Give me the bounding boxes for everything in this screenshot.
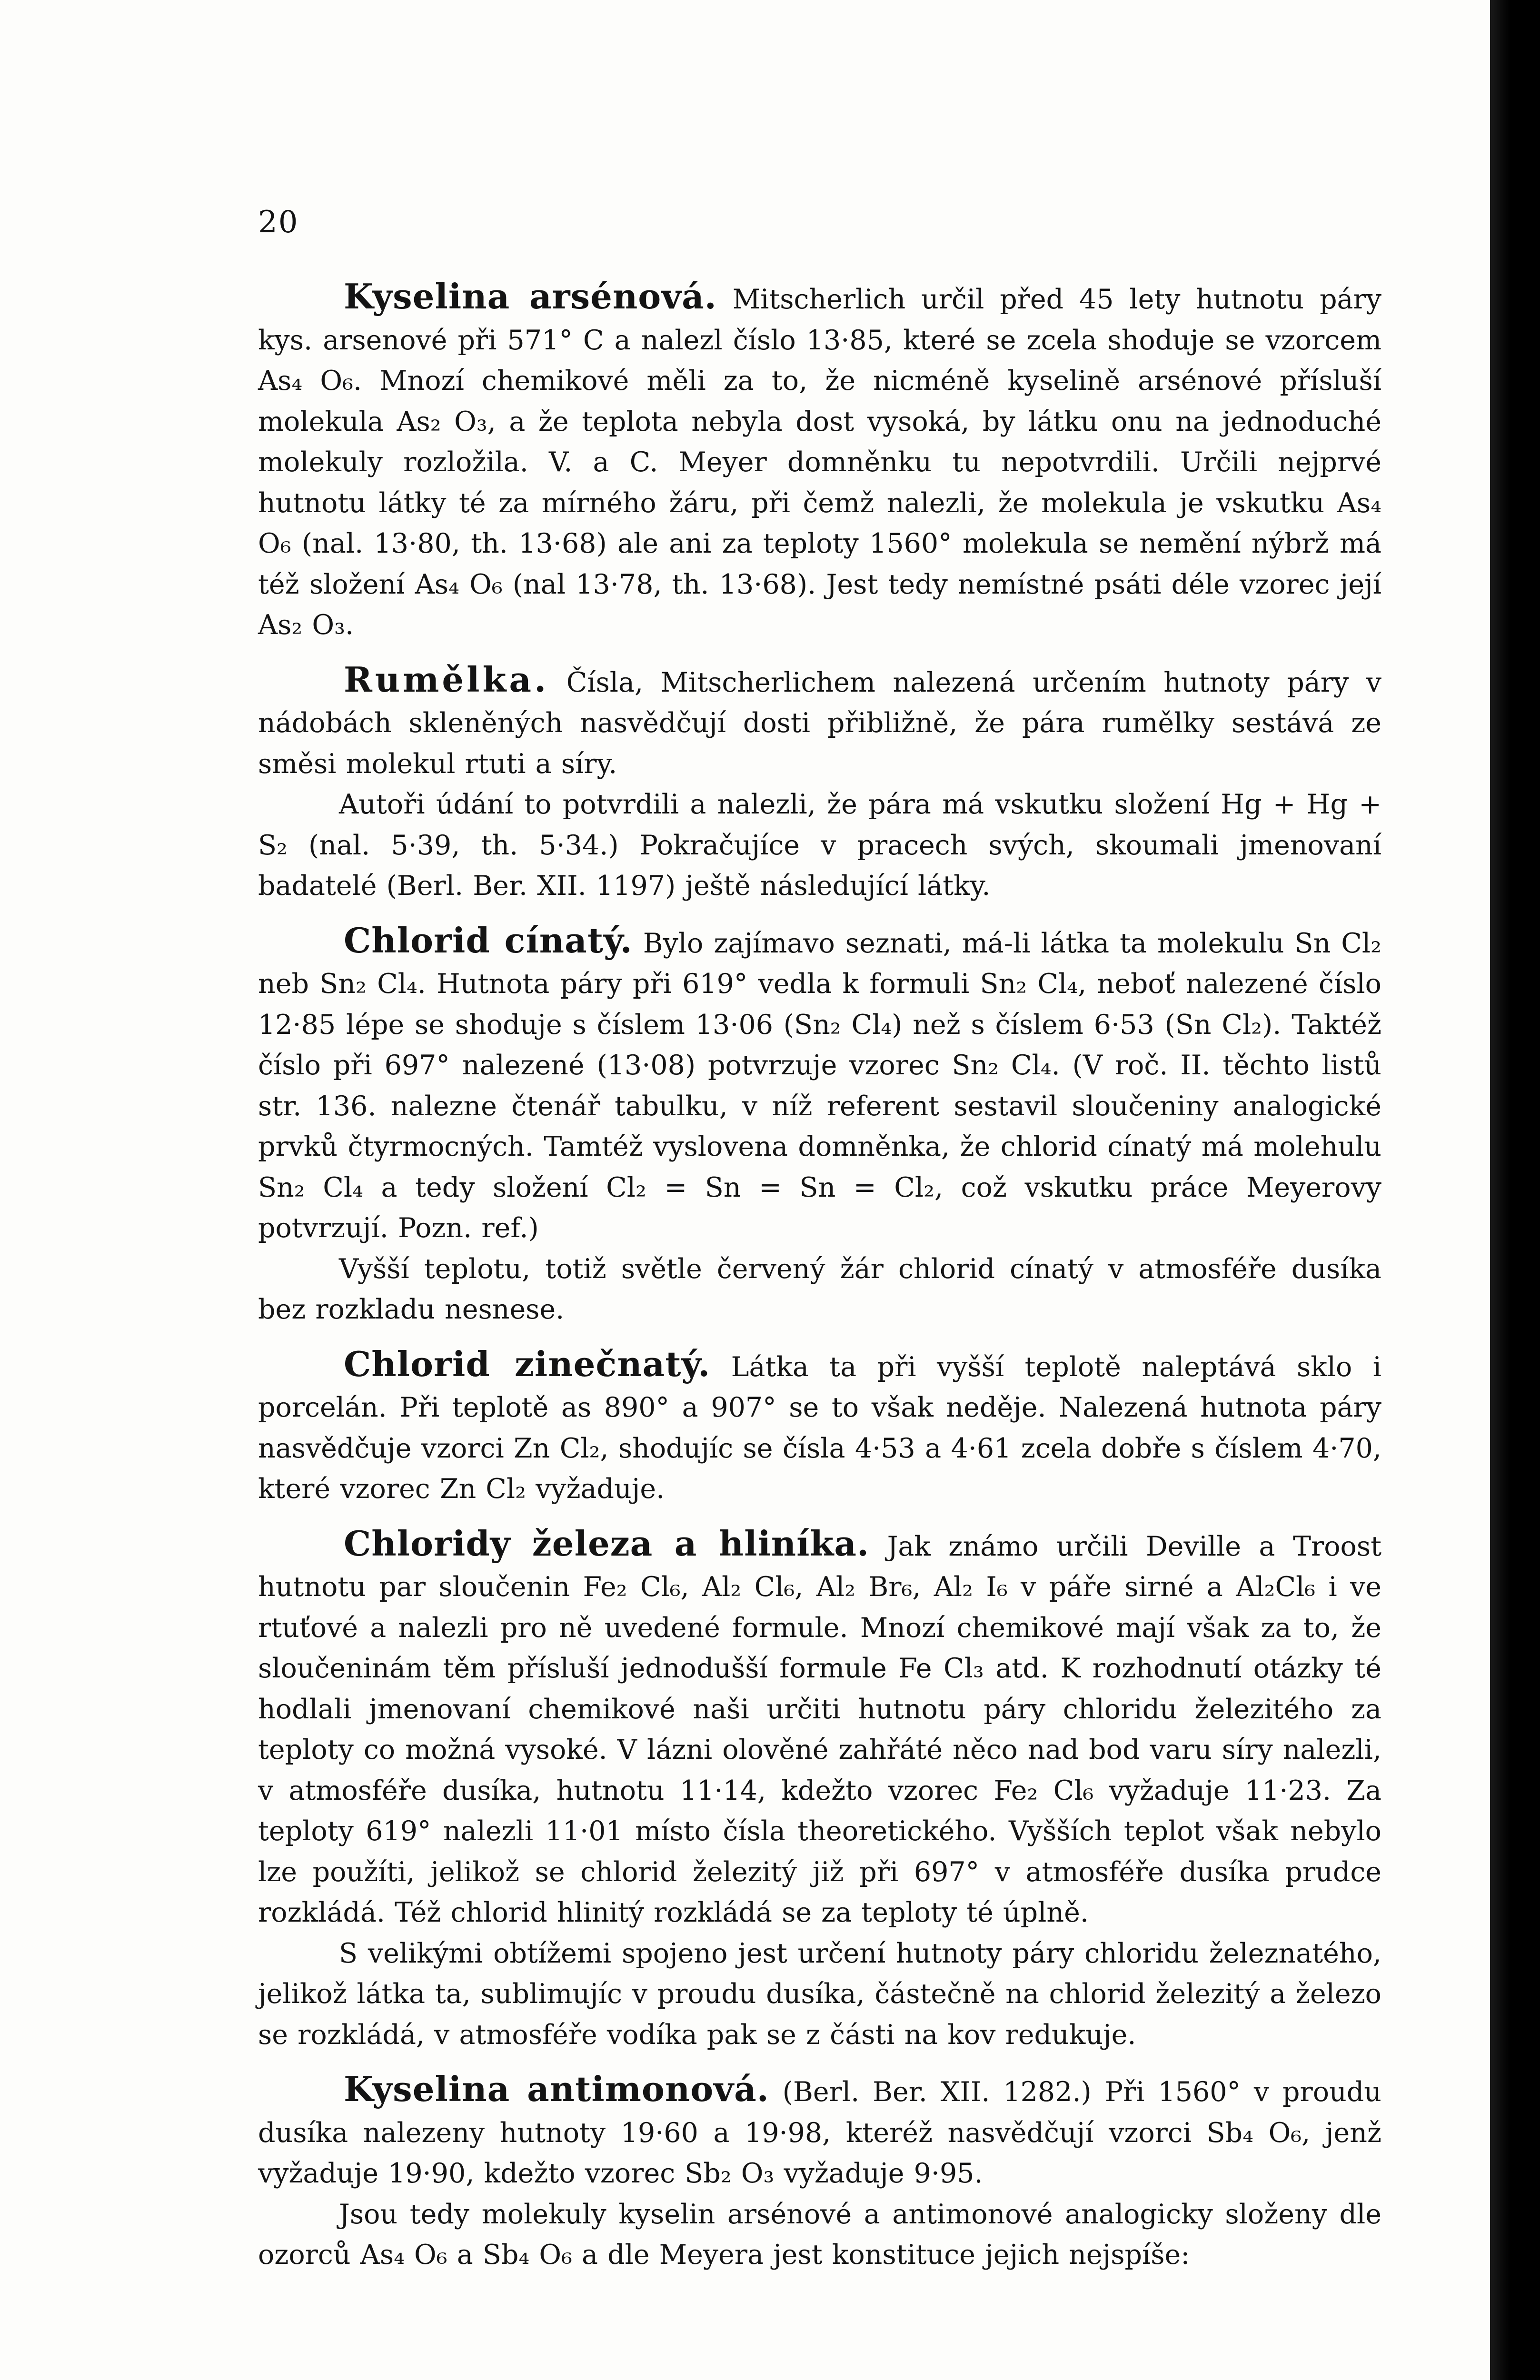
paragraph: Vyšší teplotu, totiž světle červený žár chlorid cínatý v atmosféře dusíka bez rozkladu nesnese. xyxy=(258,1253,1381,1325)
section-kyselina-antimonova xyxy=(258,2069,1381,2276)
section-heading: Chloridy železa a hliníka. xyxy=(344,1523,870,1564)
section-heading: Kyselina antimonová. xyxy=(344,2069,769,2109)
section-heading: Chlorid cínatý. xyxy=(344,920,633,961)
paragraph: S velikými obtížemi spojeno jest určení hutnoty páry chloridu železnatého, jelikož látka ta, sublimujíc v proudu dusíka, částečně na chlorid železitý a železo se rozkládá, v atmosféře vodíka pak se z části na kov redukuje. xyxy=(258,1937,1381,2051)
paragraph: Mitscherlich určil před 45 lety hutnotu páry kys. arsenové při 571° C a nalezl číslo 13·85, které se zcela shoduje se vzorcem As₄ O₆. Mnozí chemikové měli za to, že nicméně kyselině arsénové přísluší molekula As₂ O₃, a že teplota nebyla dost vysoká, by látku onu na jednoduché molekuly rozložila. V. a C. Meyer domněnku tu nepotvrdili. Určili nejprvé hutnotu látky té za mírného žáru, při čemž nalezli, že molekula je vskutku As₄ O₆ (nal. 13·80, th. 13·68) ale ani za teploty 1560° molekula se nemění nýbrž má též složení As₄ O₆ (nal 13·78, th. 13·68). Jest tedy nemístné psáti déle vzorec její As₂ O₃. xyxy=(258,284,1381,641)
paragraph: Jsou tedy molekuly kyselin arsénové a antimonové analogicky složeny dle ozorců As₄ O₆ a Sb₄ O₆ a dle Meyera jest konstituce jejich nejspíše: xyxy=(258,2198,1381,2271)
paragraph: Bylo zajímavo seznati, má-li látka ta molekulu Sn Cl₂ neb Sn₂ Cl₄. Hutnota páry při 619° vedla k formuli Sn₂ Cl₄, neboť nalezené číslo 12·85 lépe se shoduje s číslem 13·06 (Sn₂ Cl₄) než s číslem 6·53 (Sn Cl₂). Taktéž číslo při 697° nalezené (13·08) potvrzuje vzorec Sn₂ Cl₄. (V roč. II. těchto listů str. 136. nalezne čtenář tabulku, v níž referent sestavil sloučeniny analogické prvků čtyrmocných. Tamtéž vyslovena domněnka, že chlorid cínatý má molehulu Sn₂ Cl₄ a tedy složení Cl₂ = Sn = Sn = Cl₂, což vskutku práce Meyerovy potvrzují. Pozn. ref.) xyxy=(258,927,1381,1244)
section-chlorid-zinecnaty xyxy=(258,1344,1381,1510)
section-heading: Kyselina arsénová. xyxy=(344,276,717,317)
paragraph: Čísla, Mitscherlichem nalezená určením hutnoty páry v nádobách skleněných nasvědčují dosti přibližně, že pára rumělky sestává ze směsi molekul rtuti a síry. xyxy=(258,666,1381,780)
page-number: 20 xyxy=(258,205,299,240)
paragraph: (Berl. Ber. XII. 1282.) Při 1560° v proudu dusíka nalezeny hutnoty 19·60 a 19·98, kteréž nasvědčují vzorci Sb₄ O₆, jenž vyžaduje 19·90, kdežto vzorec Sb₂ O₃ vyžaduje 9·95. xyxy=(258,2076,1381,2189)
section-kyselina-arsenova xyxy=(258,276,1381,646)
paragraph: Autoři údání to potvrdili a nalezli, že pára má vskutku složení Hg + Hg + S₂ (nal. 5·39, th. 5·34.) Pokračujíce v pracech svých, skoumali jmenovaní badatelé (Berl. Ber. XII. 1197) ještě následující látky. xyxy=(258,789,1381,902)
section-heading: Rumělka. xyxy=(344,659,549,700)
section-rumelka xyxy=(258,659,1381,907)
paragraph: Látka ta při vyšší teplotě naleptává sklo i porcelán. Při teplotě as 890° a 907° se to však neděje. Nalezená hutnota páry nasvědčuje vzorci Zn Cl₂, shodujíc se čísla 4·53 a 4·61 zcela dobře s číslem 4·70, které vzorec Zn Cl₂ vyžaduje. xyxy=(258,1351,1381,1505)
scan-edge xyxy=(1490,0,1540,2380)
section-chloridy-zeleza-a-hlinika xyxy=(258,1523,1381,2056)
paragraph: Jak známo určili Deville a Troost hutnotu par sloučenin Fe₂ Cl₆, Al₂ Cl₆, Al₂ Br₆, Al₂ I₆ v páře sirné a Al₂Cl₆ i ve rtuťové a nalezli pro ně uvedené formule. Mnozí chemikové mají však za to, že sloučeninám těm přísluší jednodušší formule Fe Cl₃ atd. K rozhodnutí otázky té hodlali jmenovaní chemikové naši určiti hutnotu páry chloridu železitého za teploty co možná vysoké. V lázni olověné zahřáté něco nad bod varu síry nalezli, v atmosféře dusíka, hutnotu 11·14, kdežto vzorec Fe₂ Cl₆ vyžaduje 11·23. Za teploty 619° nalezli 11·01 místo čísla theoretického. Vyšších teplot však nebylo lze použíti, jelikož se chlorid železitý již při 697° v atmosféře dusíka prudce rozkládá. Též chlorid hlinitý rozkládá se za teploty té úplně. xyxy=(258,1530,1381,1928)
section-chlorid-cinaty xyxy=(258,920,1381,1330)
section-heading: Chlorid zinečnatý. xyxy=(344,1343,711,1384)
page-text xyxy=(258,276,1381,2276)
